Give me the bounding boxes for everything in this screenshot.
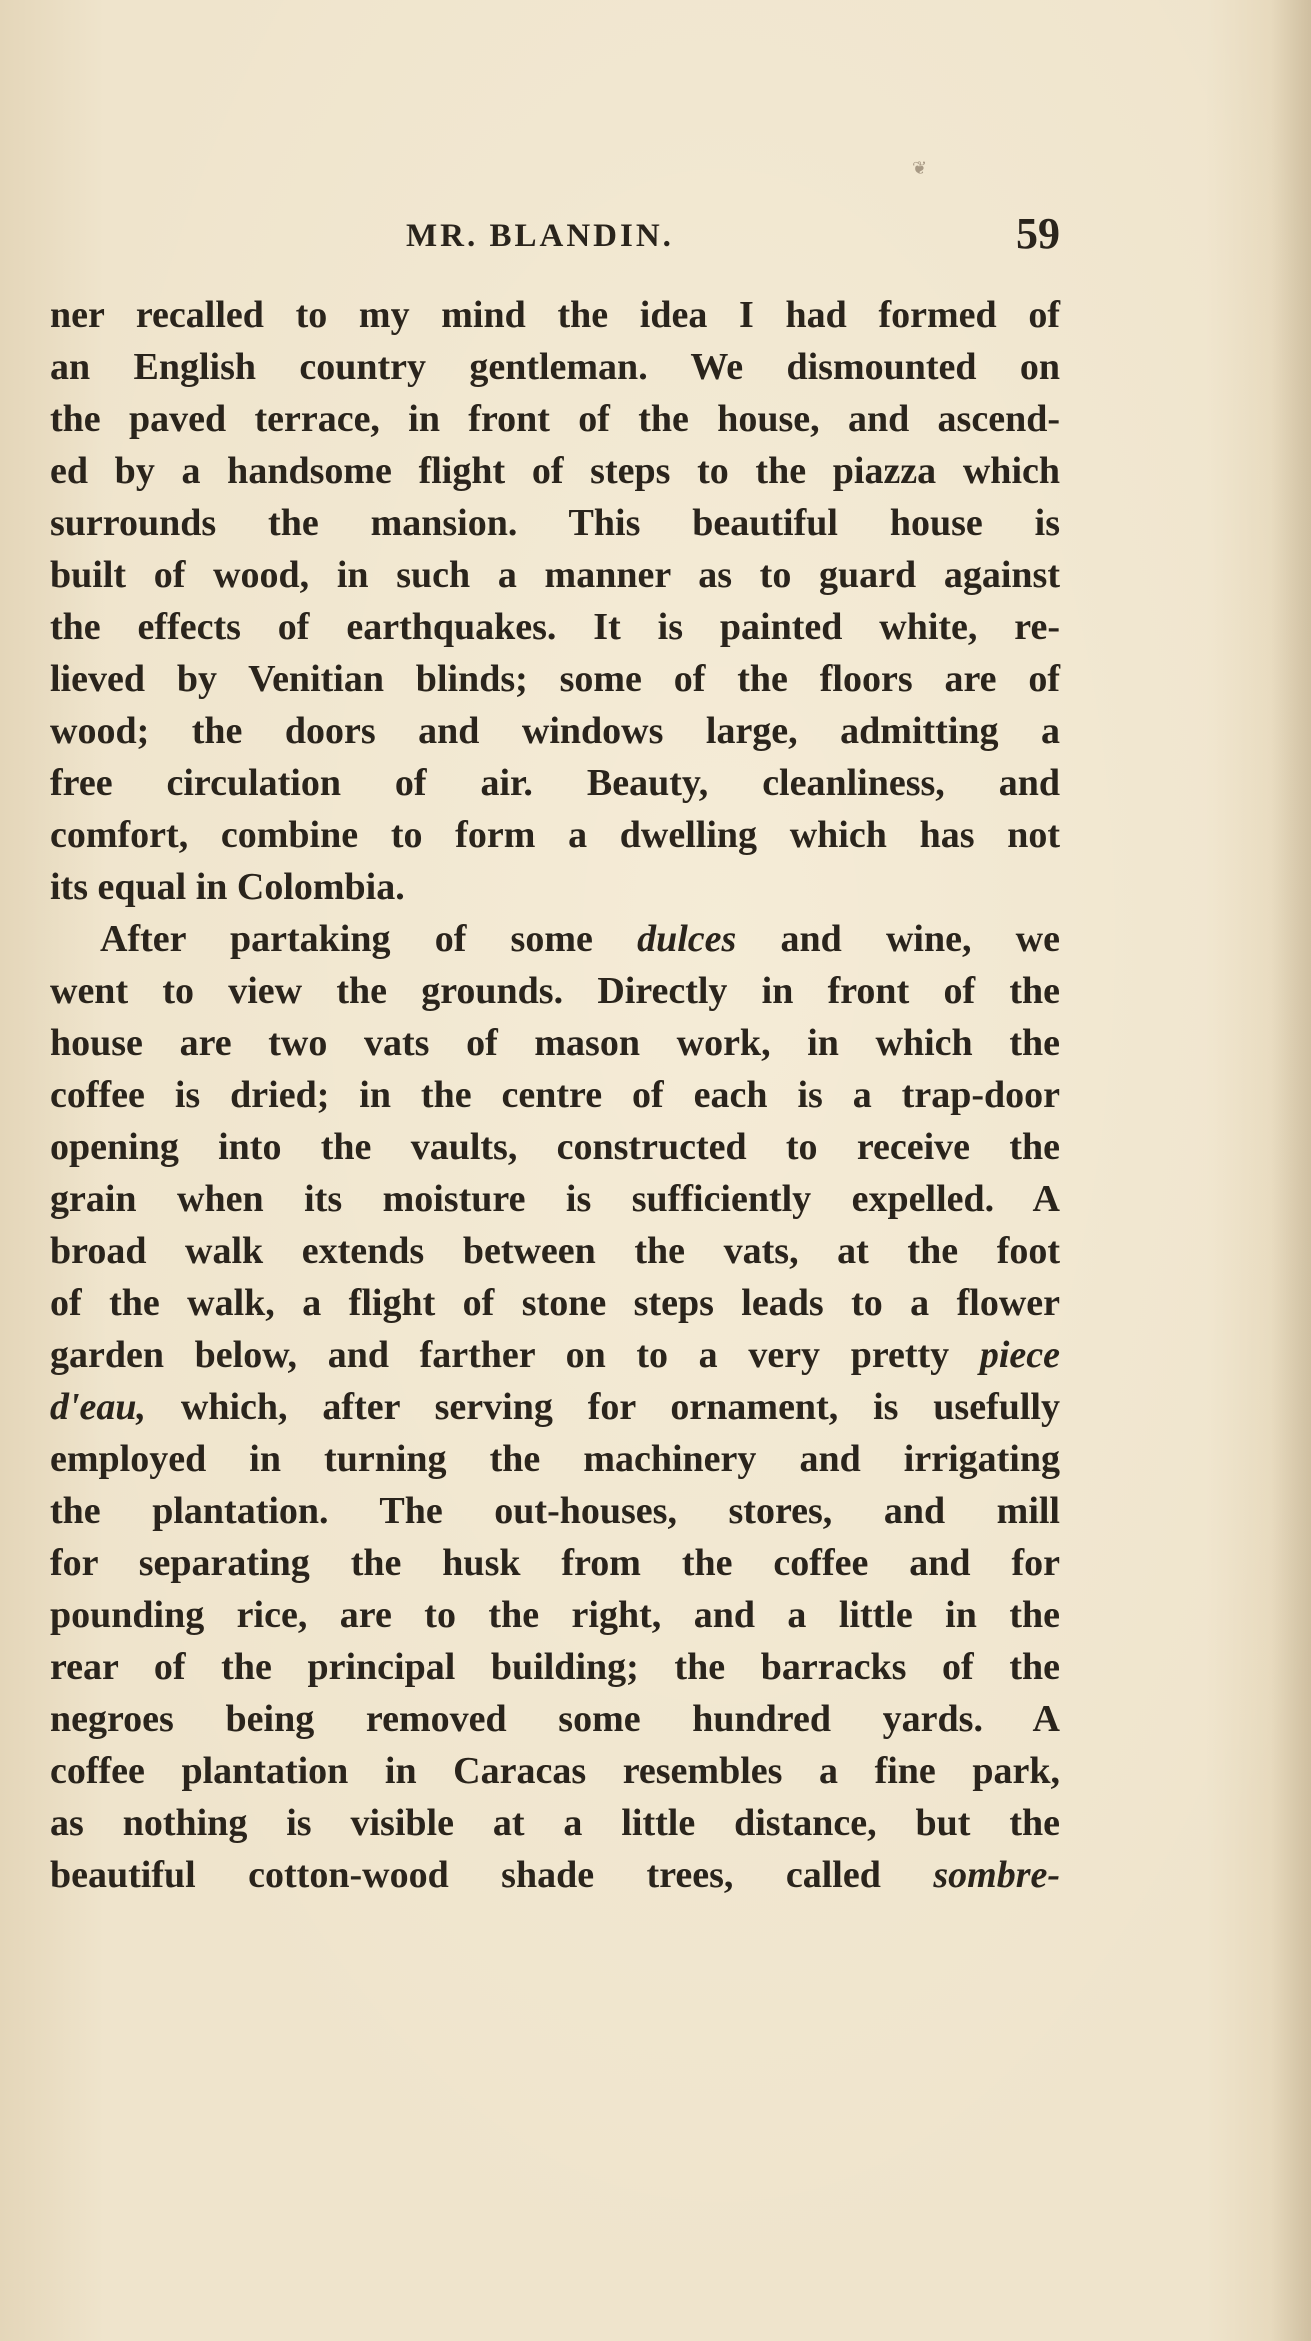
text-run: went to view the grounds. Directly in front of the (50, 970, 1060, 1012)
text-line (50, 445, 1060, 497)
text-run: rear of the principal building; the barracks of the (50, 1646, 1060, 1688)
text-line (50, 965, 1060, 1017)
text-line (50, 601, 1060, 653)
italic-phrase: piece (979, 1334, 1060, 1376)
italic-phrase: sombre- (933, 1854, 1060, 1896)
text-run: beautiful cotton-wood shade trees, called (50, 1854, 934, 1896)
text-line (50, 549, 1060, 601)
text-run: built of wood, in such a manner as to guard against (50, 554, 1060, 596)
italic-phrase: dulces (637, 918, 737, 960)
text-run: house are two vats of mason work, in which the (50, 1022, 1060, 1064)
text-run: an English country gentleman. We dismounted on (50, 346, 1060, 388)
text-line (50, 1173, 1060, 1225)
text-line (50, 1589, 1060, 1641)
text-line (50, 1121, 1060, 1173)
text-run: the paved terrace, in front of the house, and ascend- (50, 398, 1060, 440)
text-run: coffee is dried; in the centre of each is a trap-door (50, 1074, 1060, 1116)
text-line (50, 1485, 1060, 1537)
text-line (50, 653, 1060, 705)
text-run: opening into the vaults, constructed to receive the (50, 1126, 1060, 1168)
text-line (50, 341, 1060, 393)
running-head: MR. BLANDIN. (406, 218, 674, 254)
text-run: coffee plantation in Caracas resembles a fine park, (50, 1750, 1060, 1792)
text-line (50, 1797, 1060, 1849)
text-line (50, 1277, 1060, 1329)
italic-phrase: d'eau, (50, 1386, 147, 1428)
text-run: which, after serving for ornament, is usefully (146, 1386, 1060, 1428)
text-line (50, 1017, 1060, 1069)
text-run: pounding rice, are to the right, and a little in the (50, 1594, 1060, 1636)
text-line (50, 1745, 1060, 1797)
text-run: After partaking of some (100, 918, 638, 960)
page-number: 59 (1016, 209, 1060, 258)
body-text (50, 289, 1060, 1901)
text-run: of the walk, a flight of stone steps leads to a flower (50, 1282, 1060, 1324)
text-line (50, 1537, 1060, 1589)
text-line (50, 861, 1060, 913)
text-line (50, 809, 1060, 861)
page-header (50, 209, 1060, 268)
page-gutter-shadow (1271, 0, 1311, 2341)
text-line (50, 1069, 1060, 1121)
text-run: negroes being removed some hundred yards. A (50, 1698, 1060, 1740)
text-run: its equal in Colombia. (50, 866, 405, 908)
text-line (50, 1849, 1060, 1901)
text-run: comfort, combine to form a dwelling which has not (50, 814, 1060, 856)
text-run: grain when its moisture is sufficiently expelled. A (50, 1178, 1060, 1220)
text-line (50, 1381, 1060, 1433)
text-line (50, 1329, 1060, 1381)
text-line (50, 757, 1060, 809)
text-run: and wine, we (736, 918, 1060, 960)
text-line (50, 1641, 1060, 1693)
text-run: ed by a handsome flight of steps to the piazza which (50, 450, 1060, 492)
text-line (50, 705, 1060, 757)
text-run: wood; the doors and windows large, admitting a (50, 710, 1060, 752)
text-run: free circulation of air. Beauty, cleanliness, and (50, 762, 1060, 804)
text-run: the plantation. The out-houses, stores, and mill (50, 1490, 1060, 1532)
text-run: for separating the husk from the coffee and for (50, 1542, 1060, 1584)
text-run: employed in turning the machinery and irrigating (50, 1438, 1060, 1480)
text-line (50, 913, 1060, 965)
text-run: garden below, and farther on to a very pretty (50, 1334, 980, 1376)
text-line (50, 1693, 1060, 1745)
text-line (50, 393, 1060, 445)
text-line (50, 497, 1060, 549)
text-run: as nothing is visible at a little distance, but the (50, 1802, 1060, 1844)
ink-blot-mark: ❦ (912, 158, 928, 178)
text-run: the effects of earthquakes. It is painted white, re- (50, 606, 1060, 648)
text-line (50, 1225, 1060, 1277)
text-line (50, 289, 1060, 341)
text-run: lieved by Venitian blinds; some of the floors are of (50, 658, 1060, 700)
text-run: surrounds the mansion. This beautiful house is (50, 502, 1060, 544)
text-run: ner recalled to my mind the idea I had formed of (50, 294, 1060, 336)
text-line (50, 1433, 1060, 1485)
text-run: broad walk extends between the vats, at the foot (50, 1230, 1060, 1272)
